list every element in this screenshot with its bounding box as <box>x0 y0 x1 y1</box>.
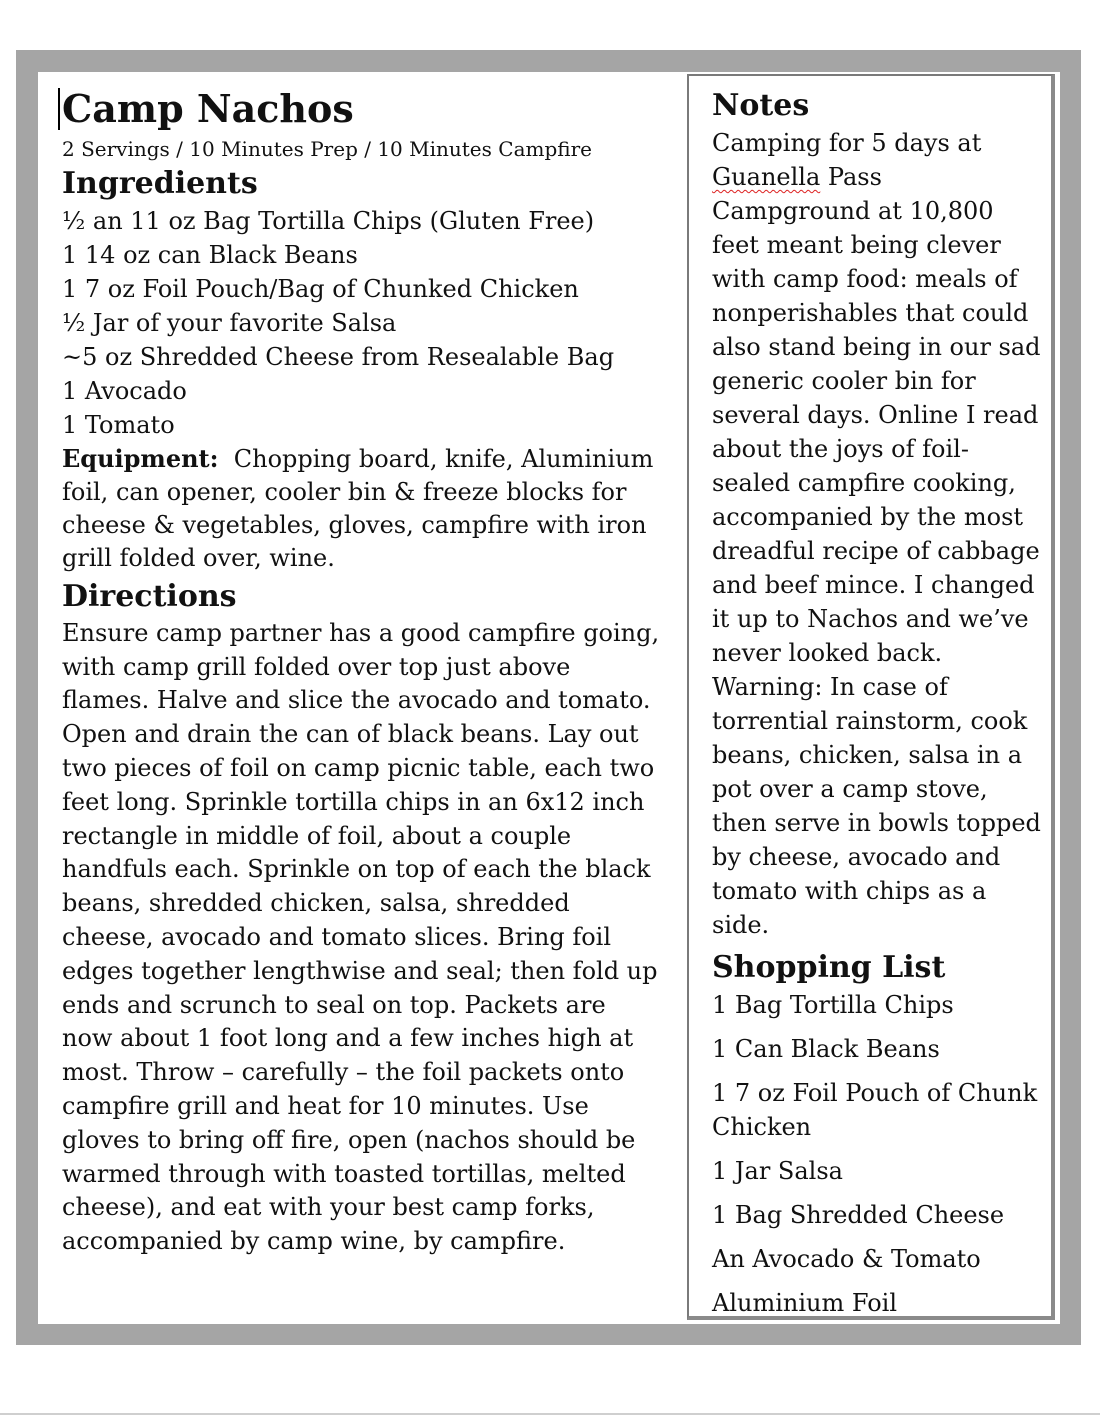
notes-column <box>712 88 1042 1330</box>
ingredients-heading: Ingredients <box>62 165 258 201</box>
ingredients-list <box>62 204 662 442</box>
shopping-item: 1 Bag Tortilla Chips <box>712 991 954 1019</box>
recipe-title: Camp Nachos <box>58 88 662 130</box>
shopping-item: 1 Can Black Beans <box>712 1035 940 1063</box>
shopping-item: An Avocado & Tomato <box>712 1245 981 1273</box>
recipe-column <box>62 80 662 1259</box>
ingredient-item: 1 14 oz can Black Beans <box>62 240 358 269</box>
shopping-item: 1 Jar Salsa <box>712 1157 843 1185</box>
shopping-item: 1 7 oz Foil Pouch of Chunk Chicken <box>712 1079 1038 1141</box>
ingredient-item: 1 Avocado <box>62 376 187 405</box>
ingredient-item: ½ Jar of your favorite Salsa <box>62 308 397 337</box>
equipment-label: Equipment: <box>62 443 219 473</box>
notes-heading: Notes <box>712 88 810 123</box>
equipment-paragraph <box>62 442 662 575</box>
ingredient-item: 1 7 oz Foil Pouch/Bag of Chunked Chicken <box>62 274 579 303</box>
ingredient-item: ~5 oz Shredded Cheese from Resealable Bag <box>62 342 615 371</box>
notes-text <box>712 126 1042 942</box>
shopping-item: Aluminium Foil <box>712 1289 898 1317</box>
ingredient-item: 1 Tomato <box>62 410 175 439</box>
shopping-item: 1 Bag Shredded Cheese <box>712 1201 1005 1229</box>
shopping-list <box>712 988 1042 1320</box>
directions-heading: Directions <box>62 578 237 614</box>
shopping-list-heading: Shopping List <box>712 950 946 985</box>
equipment-text: Chopping board, knife, Aluminium foil, can opener, cooler bin & freeze blocks for cheese & vegetables, gloves, campfire with iron grill folded over, wine. <box>62 444 654 572</box>
notes-text-start: Camping for 5 days at <box>712 129 982 157</box>
notes-text-rest: Pass Campground at 10,800 feet meant being clever with camp food: meals of nonperishables that could also stand being in our sad generic cooler bin for several days. Online I read about the joys of foil-sealed campfire cooking, accompanied by the most dreadful recipe of cabbage and beef mince. I changed it up to Nachos and we’ve never looked back. Warning: In case of torrential rainstorm, cook beans, chicken, salsa in a pot over a camp stove, then serve in bowls topped by cheese, avocado and tomato with chips as a side. <box>712 163 1041 939</box>
ingredient-item: ½ an 11 oz Bag Tortilla Chips (Gluten Free) <box>62 206 595 235</box>
directions-text: Ensure camp partner has a good campfire going, with camp grill folded over top just above flames. Halve and slice the avocado and tomato. Open and drain the can of black beans. Lay out two pieces of foil on camp picnic table, each two feet long. Sprinkle tortilla chips in an 6x12 inch rectangle in middle of foil, about a couple handfuls each. Sprinkle on top of each the black beans, shredded chicken, salsa, shredded cheese, avocado and tomato slices. Bring foil edges together lengthwise and seal; then fold up ends and scrunch to seal on top. Packets are now about 1 foot long and a few inches high at most. Throw – carefully – the foil packets onto campfire grill and heat for 10 minutes. Use gloves to bring off fire, open (nachos should be warmed through with toasted tortillas, melted cheese), and eat with your best camp forks, accompanied by camp wine, by campfire. <box>62 618 660 1256</box>
bottom-divider <box>0 1413 1100 1415</box>
recipe-subtitle: 2 Servings / 10 Minutes Prep / 10 Minutes Campfire <box>62 136 592 161</box>
spellcheck-word: Guanella <box>712 163 821 191</box>
